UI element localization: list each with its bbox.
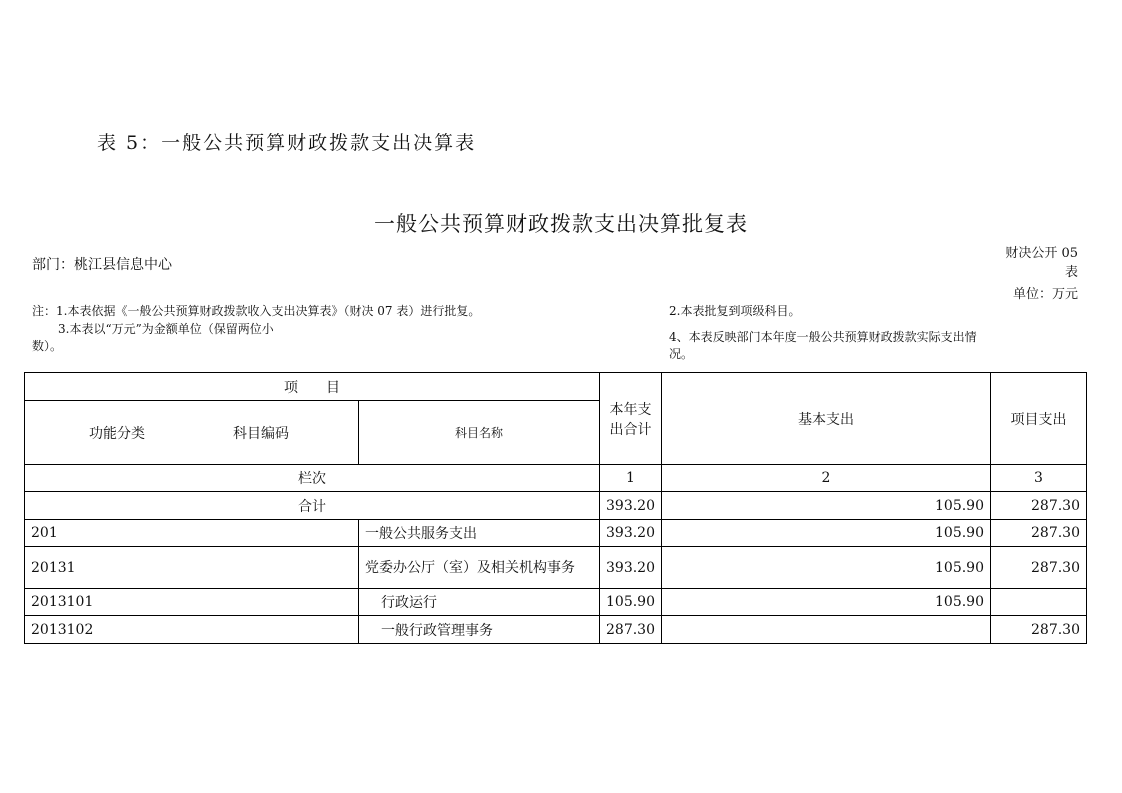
row-basic: 105.90	[662, 589, 991, 616]
row-total: 393.20	[600, 520, 662, 547]
row-name: 行政运行	[359, 589, 600, 616]
header-project: 项目支出	[991, 373, 1087, 465]
total-project: 287.30	[991, 492, 1087, 520]
row-project: 287.30	[991, 616, 1087, 644]
header-row-1	[25, 373, 1087, 401]
row-name: 一般行政管理事务	[359, 616, 600, 644]
budget-table	[24, 372, 1087, 644]
total-amount: 393.20	[600, 492, 662, 520]
note-3: 3.本表以“万元”为金额单位（保留两位小	[58, 322, 274, 336]
column-number-1: 1	[600, 465, 662, 492]
table-row	[25, 547, 1087, 589]
column-number-3: 3	[991, 465, 1087, 492]
table-row	[25, 616, 1087, 644]
column-number-row	[25, 465, 1087, 492]
header-total: 本年支出合计	[600, 373, 662, 465]
row-project: 287.30	[991, 547, 1087, 589]
row-total: 287.30	[600, 616, 662, 644]
note-1: 注：1.本表依据《一般公共预算财政拨款收入支出决算表》（财决 07 表）进行批复。	[32, 304, 481, 318]
row-code: 2013101	[25, 589, 359, 616]
header-function-class: 功能分类	[89, 425, 145, 442]
row-code: 2013102	[25, 616, 359, 644]
document-heading: 表 5：一般公共预算财政拨款支出决算表	[97, 132, 477, 154]
row-code: 20131	[25, 547, 359, 589]
header-function-code-cell	[25, 401, 359, 465]
department-label: 部门：桃江县信息中心	[32, 257, 172, 273]
header-basic: 基本支出	[662, 373, 991, 465]
row-code: 201	[25, 520, 359, 547]
header-item: 项 目	[25, 373, 600, 401]
header-subject-name: 科目名称	[359, 401, 600, 465]
row-project: 287.30	[991, 520, 1087, 547]
total-label: 合计	[25, 492, 600, 520]
table-title: 一般公共预算财政拨款支出决算批复表	[374, 212, 748, 236]
row-total: 393.20	[600, 547, 662, 589]
unit-label: 单位：万元	[1012, 287, 1078, 302]
row-name: 党委办公厅（室）及相关机构事务	[359, 547, 600, 589]
form-code	[988, 244, 1078, 282]
row-name: 一般公共服务支出	[359, 520, 600, 547]
column-number-2: 2	[662, 465, 991, 492]
form-code-line1: 财决公开 05	[1005, 246, 1078, 261]
note-3-continued: 数）。	[32, 339, 63, 353]
row-basic: 105.90	[662, 547, 991, 589]
row-project	[991, 589, 1087, 616]
note-2: 2.本表批复到项级科目。	[669, 304, 801, 318]
table-row	[25, 520, 1087, 547]
form-code-line2: 表	[1064, 265, 1078, 280]
row-total: 105.90	[600, 589, 662, 616]
row-basic: 105.90	[662, 520, 991, 547]
row-basic	[662, 616, 991, 644]
total-row	[25, 492, 1087, 520]
total-basic: 105.90	[662, 492, 991, 520]
note-4: 4、本表反映部门本年度一般公共预算财政拨款实际支出情况。	[669, 330, 977, 361]
table-row	[25, 589, 1087, 616]
column-number-label: 栏次	[25, 465, 600, 492]
header-subject-code: 科目编码	[233, 425, 289, 442]
